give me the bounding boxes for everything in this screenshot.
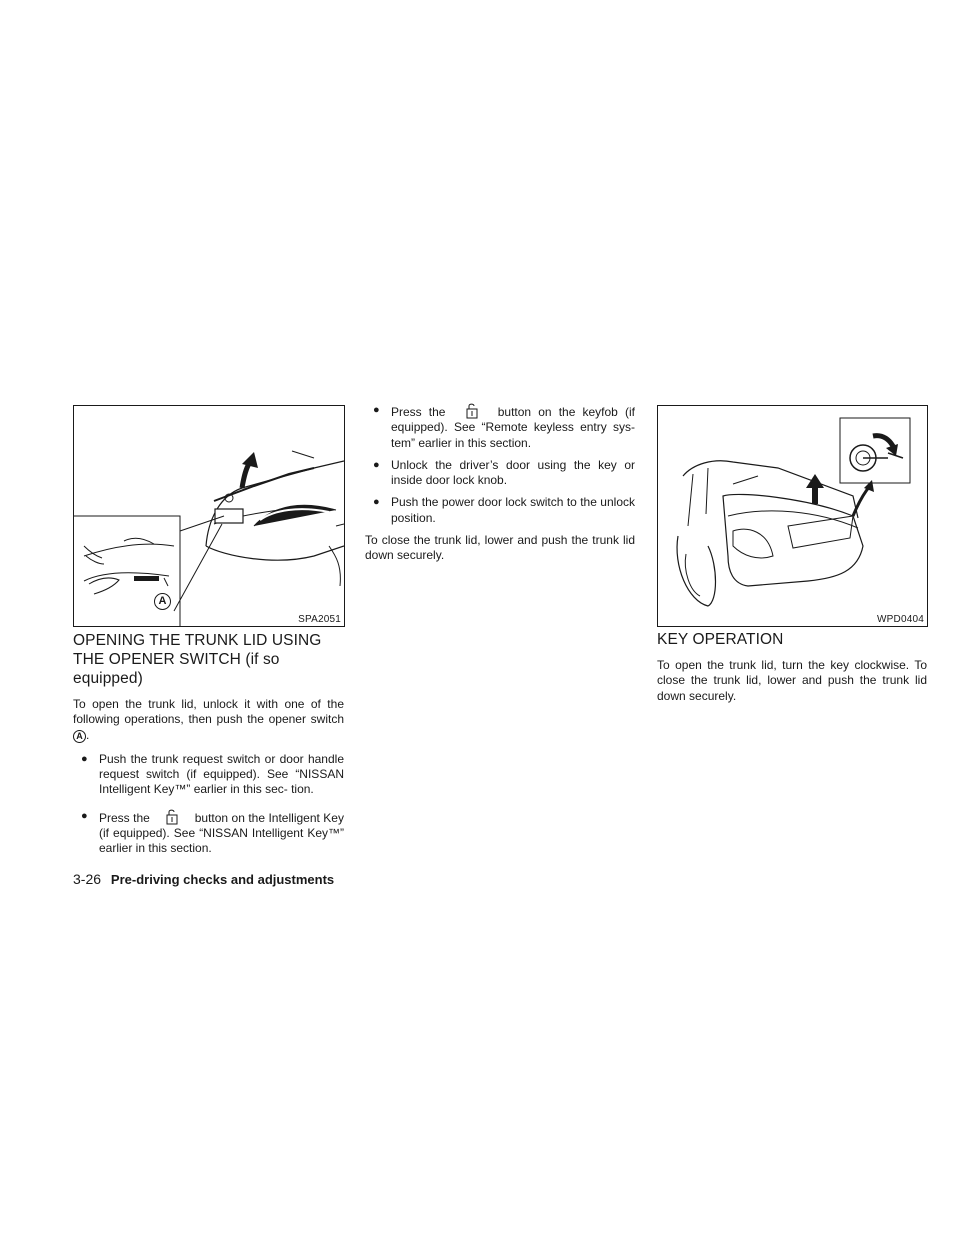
list-item	[365, 495, 635, 526]
page-footer	[73, 871, 334, 888]
intro-text: To open the trunk lid, unlock it with one of the following operations, then push the opener switch	[73, 697, 344, 727]
list-item	[73, 809, 344, 857]
key-operation-illustration	[657, 405, 928, 627]
section-heading	[73, 631, 344, 688]
list-item-text: Unlock the driver’s door using the key or inside door lock knob.	[391, 457, 635, 488]
key-operation-drawing	[658, 406, 927, 626]
list-item-text-after: button on the keyfob (if equipped). See “Remote keyless entry sys- tem” earlier in this section.	[391, 405, 635, 450]
list-item	[365, 403, 635, 451]
unlock-button-icon	[463, 403, 481, 419]
footer-section-title: Pre-driving checks and adjustments	[110, 872, 335, 887]
bullet-dot-icon: ●	[373, 458, 380, 471]
trunk-opener-illustration	[73, 405, 345, 627]
list-item-text-after: button on the Intelligent Key (if equipped). See “NISSAN Intelligent Key™” earlier in this section.	[99, 810, 344, 856]
left-column	[73, 631, 344, 864]
page-number: 3-26	[73, 871, 102, 887]
list-item	[73, 752, 344, 798]
intro-paragraph	[73, 697, 344, 743]
heading-sub: (if so equipped)	[73, 651, 280, 687]
section-heading: KEY OPERATION	[657, 631, 784, 648]
right-column	[657, 630, 927, 704]
closing-paragraph: To close the trunk lid, lower and push the trunk lid down securely.	[365, 533, 635, 563]
middle-column	[365, 403, 635, 564]
callout-a-inline-icon: A	[73, 730, 86, 743]
list-item-text-before: Press the	[391, 405, 446, 419]
opener-method-list-continued	[365, 403, 635, 526]
list-item-text-before: Press the	[99, 810, 150, 825]
list-item-text: Push the power door lock switch to the unlock position.	[391, 495, 635, 525]
intro-end: .	[86, 727, 90, 742]
heading-main: OPENING THE TRUNK LID USING THE OPENER SWITCH	[73, 632, 322, 668]
figure-code: SPA2051	[298, 614, 341, 625]
bullet-dot-icon: ●	[81, 809, 88, 822]
opener-method-list	[73, 752, 344, 857]
list-item	[365, 458, 635, 489]
bullet-dot-icon: ●	[373, 496, 380, 509]
bullet-dot-icon: ●	[373, 404, 380, 416]
figure-code: WPD0404	[877, 614, 924, 625]
list-item-text: Push the trunk request switch or door handle request switch (if equipped). See “NISSAN Intelligent Key™” earlier in this sec- tion.	[99, 751, 344, 797]
callout-a-icon: A	[154, 593, 171, 610]
unlock-button-icon	[163, 809, 181, 825]
key-operation-paragraph: To open the trunk lid, turn the key clockwise. To close the trunk lid, lower and push the trunk lid down securely.	[657, 658, 927, 703]
trunk-opener-drawing	[74, 406, 344, 626]
bullet-dot-icon: ●	[81, 752, 88, 765]
